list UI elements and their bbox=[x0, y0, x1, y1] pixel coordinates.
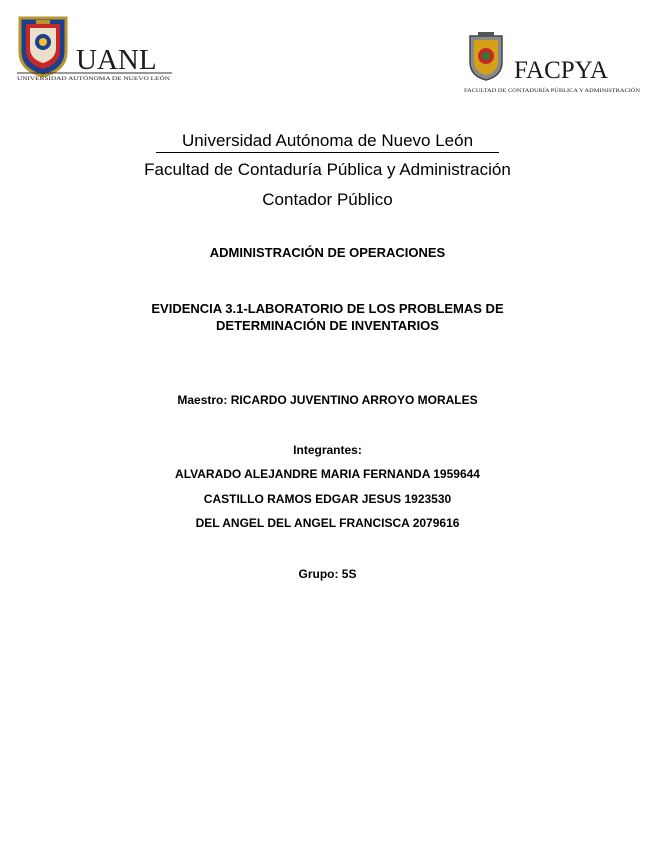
uanl-logo-subtext: UNIVERSIDAD AUTÓNOMA DE NUEVO LEÓN bbox=[17, 76, 135, 82]
uanl-logo-text: UANL bbox=[76, 44, 157, 76]
uanl-logo bbox=[16, 14, 176, 84]
teacher-name: Maestro: RICARDO JUVENTINO ARROYO MORALES bbox=[177, 393, 478, 407]
member-item: CASTILLO RAMOS EDGAR JESUS 1923530 bbox=[203, 492, 452, 506]
facpya-logo-text: FACPYA bbox=[514, 57, 609, 84]
facpya-shield-icon bbox=[470, 32, 502, 80]
evidence-title-line-1: EVIDENCIA 3.1-LABORATORIO DE LOS PROBLEMAS DE bbox=[151, 301, 504, 316]
facpya-logo bbox=[462, 30, 642, 96]
evidence-title bbox=[0, 300, 655, 334]
group-label: Grupo: 5S bbox=[298, 567, 357, 581]
university-title-text: Universidad Autónoma de Nuevo León bbox=[156, 131, 499, 153]
uanl-shield-icon bbox=[20, 18, 66, 76]
member-item: ALVARADO ALEJANDRE MARIA FERNANDA 1959644 bbox=[175, 467, 480, 481]
career-title: Contador Público bbox=[262, 190, 393, 209]
subject-title: ADMINISTRACIÓN DE OPERACIONES bbox=[209, 245, 446, 260]
member-item: DEL ANGEL DEL ANGEL FRANCISCA 2079616 bbox=[195, 516, 460, 530]
faculty-title: Facultad de Contaduría Pública y Administración bbox=[144, 160, 511, 179]
facpya-logo-subtext: FACULTAD DE CONTADURÍA PÚBLICA Y ADMINISTRACIÓN bbox=[464, 88, 608, 94]
university-title bbox=[0, 131, 655, 153]
evidence-title-line-2: DETERMINACIÓN DE INVENTARIOS bbox=[216, 318, 439, 333]
members-label: Integrantes: bbox=[293, 443, 362, 457]
